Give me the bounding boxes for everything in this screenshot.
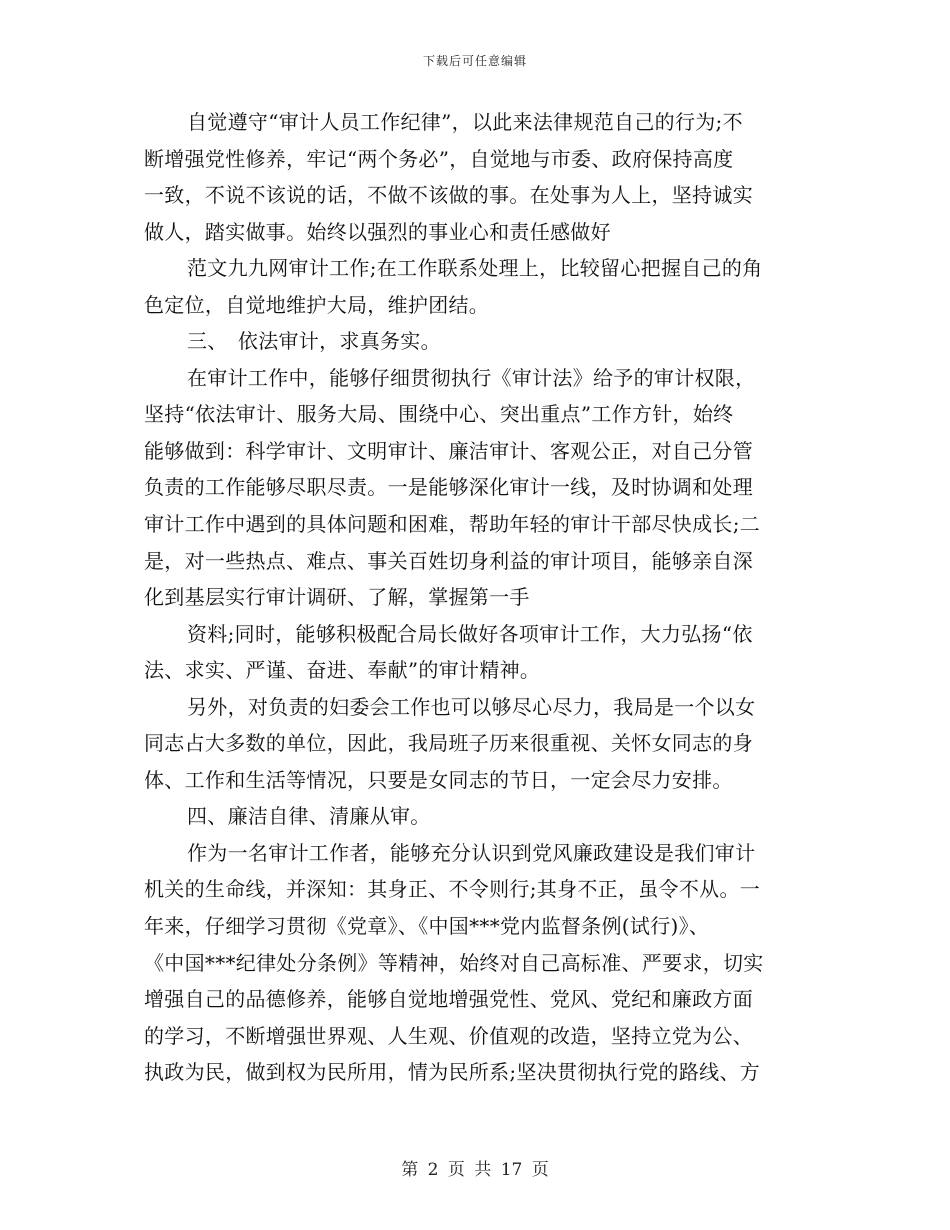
text-line: 资料;同时，能够积极配合局长做好各项审计工作，大力弘扬“依 — [187, 621, 753, 646]
page-header: 下载后可任意编辑 — [422, 54, 527, 68]
text-line: 范文九九网审计工作;在工作联系处理上，比较留心把握自己的角 — [187, 256, 763, 281]
text-line: 同志占大多数的单位，因此，我局班子历来很重视、关怀女同志的身 — [144, 731, 753, 756]
page-number: 第 2 页 共 17 页 — [401, 1160, 549, 1180]
text-line: 一致，不说不该说的话，不做不该做的事。在处事为人上，坚持诚实 — [144, 183, 753, 208]
text-line: 年来，仔细学习贯彻《党章》、《中国***党内监督条例(试行)》、 — [144, 914, 710, 939]
text-line: 是，对一些热点、难点、事关百姓切身利益的审计项目，能够亲自深 — [144, 548, 753, 573]
document-body — [144, 104, 816, 1091]
text-line: 法、求实、严谨、奋进、奉献”的审计精神。 — [144, 658, 541, 683]
text-line: 增强自己的品德修养，能够自觉地增强党性、党风、党纪和廉政方面 — [144, 987, 753, 1012]
text-line: 体、工作和生活等情况，只要是女同志的节日，一定会尽力安排。 — [144, 767, 733, 792]
text-line: 作为一名审计工作者，能够充分认识到党风廉政建设是我们审计 — [187, 840, 756, 865]
text-line: 能够做到：科学审计、文明审计、廉洁审计、客观公正，对自己分管 — [144, 438, 753, 463]
text-line: 审计工作中遇到的具体问题和困难，帮助年轻的审计干部尽快成长;二 — [144, 512, 761, 537]
text-line: 化到基层实行审计调研、了解，掌握第一手 — [144, 585, 530, 610]
text-line: 在审计工作中，能够仔细贯彻执行《审计法》给予的审计权限， — [187, 365, 756, 390]
text-line: 坚持“依法审计、服务大局、围绕中心、突出重点”工作方针，始终 — [144, 402, 734, 427]
text-line: 断增强党性修养，牢记“两个务必”，自觉地与市委、政府保持高度 — [144, 146, 734, 171]
text-line: 另外，对负责的妇委会工作也可以够尽心尽力，我局是一个以女 — [187, 694, 756, 719]
text-line: 执政为民，做到权为民所用，情为民所系;坚决贯彻执行党的路线、方 — [144, 1060, 761, 1085]
text-line: 做人，踏实做事。始终以强烈的事业心和责任感做好 — [144, 219, 611, 244]
text-line: 机关的生命线，并深知：其身正、不令则行;其身不正，虽令不从。一 — [144, 877, 761, 902]
text-line: 色定位，自觉地维护大局，维护团结。 — [144, 292, 490, 317]
text-line: 自觉遵守“审计人员工作纪律”，以此来法律规范自己的行为;不 — [187, 110, 743, 134]
section-heading: 四、廉洁自律、清廉从审。 — [187, 804, 431, 829]
text-line: 负责的工作能够尽职尽责。一是能够深化审计一线，及时协调和处理 — [144, 475, 753, 500]
section-heading: 三、 依法审计，求真务实。 — [187, 329, 441, 354]
text-line: 《中国***纪律处分条例》等精神，始终对自己高标准、严要求，切实 — [144, 950, 764, 975]
text-line: 的学习，不断增强世界观、人生观、价值观的改造，坚持立党为公、 — [144, 1023, 753, 1048]
